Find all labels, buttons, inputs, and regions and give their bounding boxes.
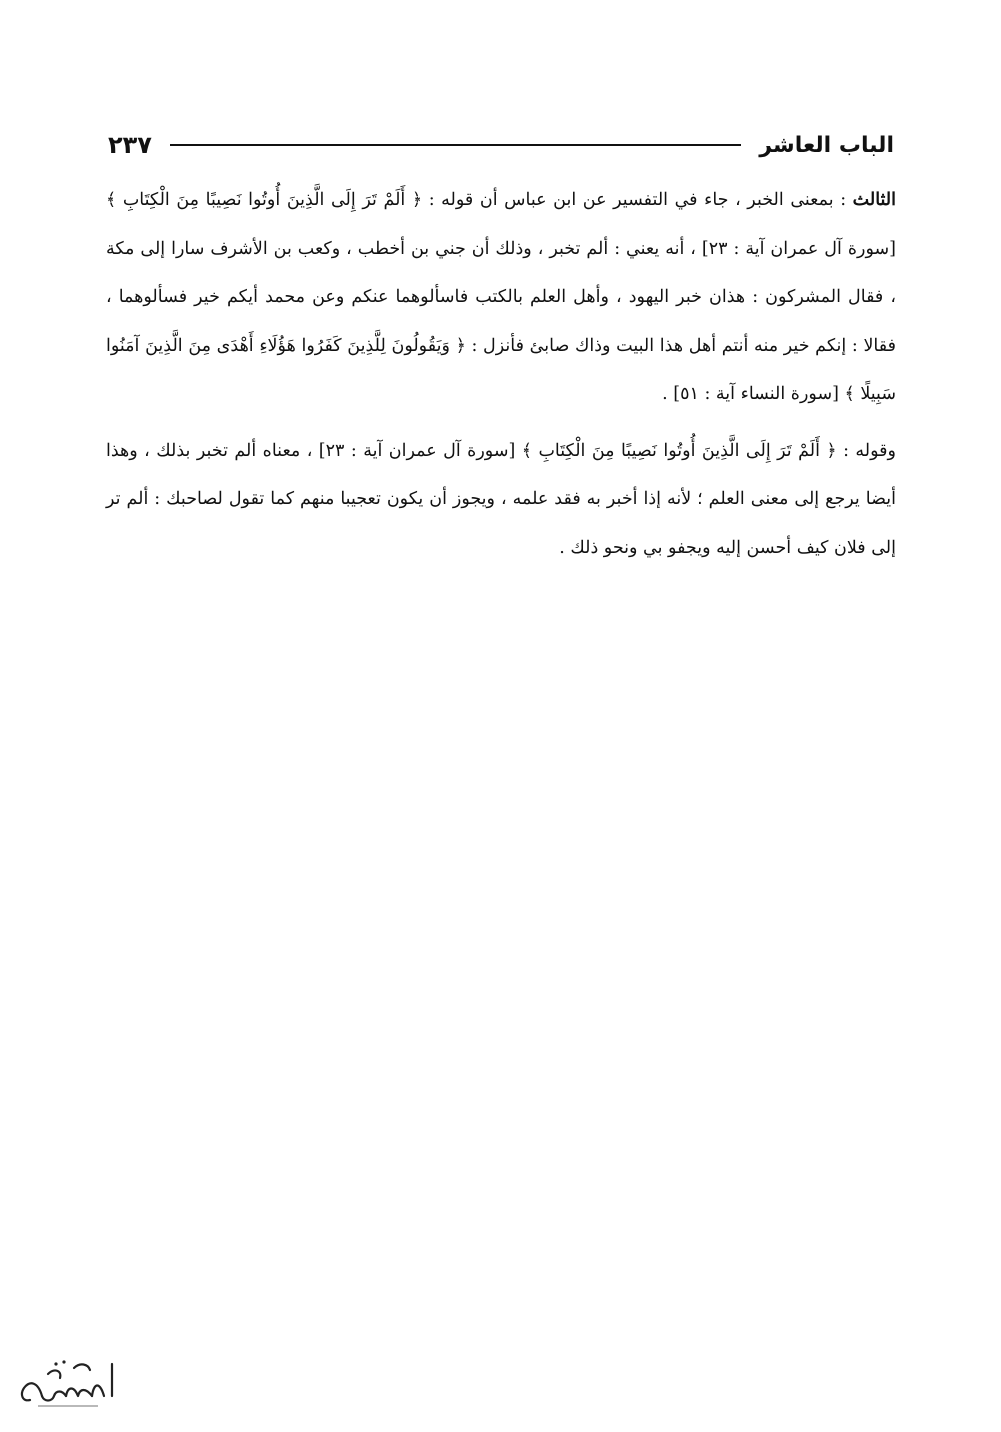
paragraph-1 bbox=[106, 176, 896, 419]
header-rule bbox=[170, 144, 741, 146]
running-header bbox=[108, 128, 894, 162]
chapter-title: الباب العاشر bbox=[759, 132, 894, 158]
paragraph-2 bbox=[106, 427, 896, 573]
watermark-logo bbox=[8, 1352, 118, 1412]
page-number: ٢٣٧ bbox=[108, 131, 152, 159]
paragraph-1-text: : بمعنى الخبر ، جاء في التفسير عن ابن عباس أن قوله : ﴿ أَلَمْ تَرَ إِلَى الَّذِينَ أُوتُوا نَصِيبًا مِنَ الْكِتَابِ ﴾ [سورة آل عمران آية : ٢٣] ، أنه يعني : ألم تخبر ، وذلك أن جني بن أخطب ، وكعب بن الأشرف سارا إلى مكة ، فقال المشركون : هذان خبر اليهود ، وأهل العلم بالكتب فاسألوهما عنكم وعن محمد أيكم خير فسألوهما ، فقالا : إنكم خير منه أنتم أهل هذا البيت وذاك صابئ فأنزل : ﴿ وَيَقُولُونَ لِلَّذِينَ كَفَرُوا هَؤُلَاءِ أَهْدَى مِنَ الَّذِينَ آمَنُوا سَبِيلًا ﴾ [سورة النساء آية : ٥١] . bbox=[106, 190, 896, 404]
paragraph-2-text: وقوله : ﴿ أَلَمْ تَرَ إِلَى الَّذِينَ أُوتُوا نَصِيبًا مِنَ الْكِتَابِ ﴾ [سورة آل عمران آية : ٢٣] ، معناه ألم تخبر بذلك ، وهذا أيضا يرجع إلى معنى العلم ؛ لأنه إذا أخبر به فقد علمه ، ويجوز أن يكون تعجيبا منهم كما تقول لصاحبك : ألم تر إلى فلان كيف أحسن إليه ويجفو بي ونحو ذلك . bbox=[106, 440, 896, 558]
paragraph-1-lead: الثالث bbox=[852, 190, 896, 210]
body-text bbox=[106, 176, 896, 572]
